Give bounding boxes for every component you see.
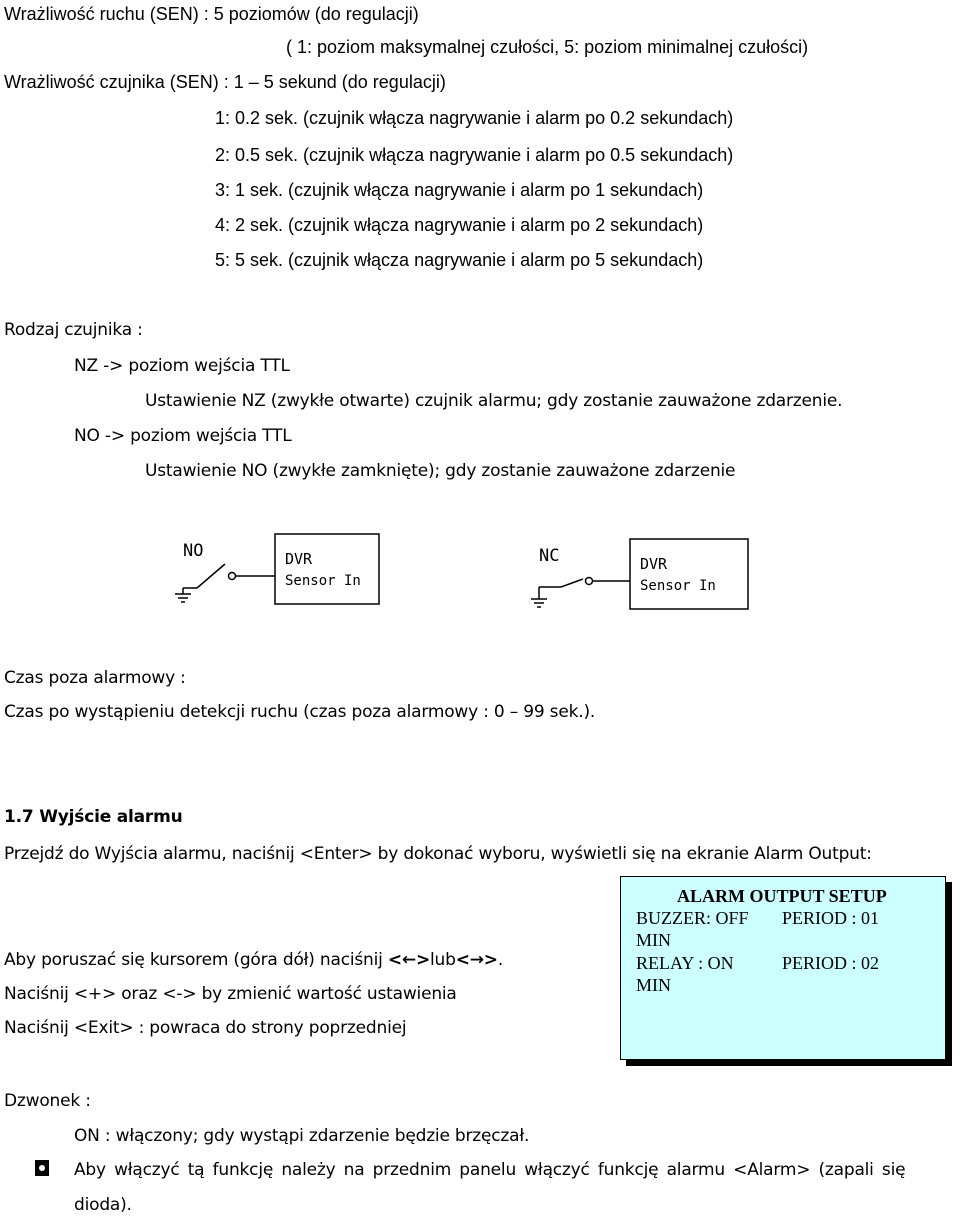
- alarm-box-title: ALARM OUTPUT SETUP: [677, 886, 887, 906]
- contact-terminal: [229, 573, 236, 580]
- buzzer-on-text: ON : włączony; gdy wystąpi zdarzenie będzie brzęczał.: [74, 1126, 530, 1146]
- sensitivity-level: 5: 5 sek. (czujnik włącza nagrywanie i alarm po 5 sekundach): [215, 250, 704, 270]
- relay-period: PERIOD : 02: [782, 953, 880, 973]
- dvr-label: DVR: [285, 550, 313, 568]
- open-switch-blade: [197, 564, 225, 588]
- nav-prefix: Aby poruszać się kursorem (góra dół) naciśnij: [4, 950, 388, 970]
- motion-sensitivity-note: ( 1: poziom maksymalnej czułości, 5: poziom minimalnej czułości): [286, 37, 809, 57]
- dvr-box: [275, 534, 379, 604]
- bullet-icon: [35, 1160, 49, 1176]
- sensitivity-level: 1: 0.2 sek. (czujnik włącza nagrywanie i alarm po 0.2 sekundach): [215, 108, 734, 128]
- motion-sensitivity-title: Wrażliwość ruchu (SEN) : 5 poziomów (do regulacji): [4, 4, 419, 24]
- change-value-text: Naciśnij <+> oraz <-> by zmienić wartość ustawienia: [4, 984, 457, 1004]
- buzzer-period: PERIOD : 01: [782, 908, 880, 928]
- right-key: <→>: [455, 950, 498, 970]
- cursor-navigation-text: [4, 952, 503, 969]
- buzzer-enable-text-cont: dioda).: [74, 1195, 132, 1215]
- sensor-type-title: Rodzaj czujnika :: [4, 320, 143, 340]
- nz-description: Ustawienie NZ (zwykłe otwarte) czujnik alarmu; gdy zostanie zauważone zdarzenie.: [145, 391, 843, 411]
- sensitivity-level: 3: 1 sek. (czujnik włącza nagrywanie i alarm po 1 sekundach): [215, 180, 704, 200]
- switch-label: NO: [183, 541, 204, 561]
- nc-contact-diagram: [525, 535, 755, 615]
- dvr-box: [630, 539, 748, 609]
- buzzer-title: Dzwonek :: [4, 1091, 91, 1111]
- sensor-in-label: Sensor In: [640, 578, 716, 594]
- off-alarm-description: Czas po wystąpieniu detekcji ruchu (czas poza alarmowy : 0 – 99 sek.).: [4, 702, 596, 722]
- sensitivity-level: 2: 0.5 sek. (czujnik włącza nagrywanie i alarm po 0.5 sekundach): [215, 145, 734, 165]
- off-alarm-title: Czas poza alarmowy :: [4, 668, 186, 688]
- alarm-output-intro: Przejdź do Wyjścia alarmu, naciśnij <Enter> by dokonać wyboru, wyświetli się na ekranie Alarm Output:: [4, 844, 872, 864]
- contact-terminal: [586, 578, 593, 585]
- buzzer-setting: BUZZER: OFF: [636, 908, 749, 928]
- switch-label: NC: [539, 546, 560, 566]
- no-contact-diagram: [165, 530, 395, 610]
- closed-switch-blade: [561, 579, 583, 587]
- nav-mid: lub: [430, 950, 456, 970]
- exit-text: Naciśnij <Exit> : powraca do strony poprzedniej: [4, 1018, 407, 1038]
- relay-period-unit: MIN: [636, 975, 671, 995]
- left-key: <←>: [387, 950, 430, 970]
- alarm-output-setup-box: [620, 876, 946, 1060]
- section-heading: 1.7 Wyjście alarmu: [4, 807, 183, 827]
- sensitivity-level: 4: 2 sek. (czujnik włącza nagrywanie i alarm po 2 sekundach): [215, 215, 704, 235]
- nav-suffix: .: [497, 950, 504, 970]
- dvr-label: DVR: [640, 555, 668, 573]
- nz-label: NZ -> poziom wejścia TTL: [74, 356, 290, 376]
- buzzer-period-unit: MIN: [636, 930, 671, 950]
- no-description: Ustawienie NO (zwykłe zamknięte); gdy zostanie zauważone zdarzenie: [145, 461, 736, 481]
- sensor-sensitivity-title: Wrażliwość czujnika (SEN) : 1 – 5 sekund (do regulacji): [4, 72, 446, 92]
- buzzer-enable-text: Aby włączyć tą funkcję należy na przednim panelu włączyć funkcję alarmu <Alarm> (zapali się: [74, 1160, 906, 1180]
- no-label: NO -> poziom wejścia TTL: [74, 426, 292, 446]
- relay-setting: RELAY : ON: [636, 953, 734, 973]
- sensor-in-label: Sensor In: [285, 573, 361, 589]
